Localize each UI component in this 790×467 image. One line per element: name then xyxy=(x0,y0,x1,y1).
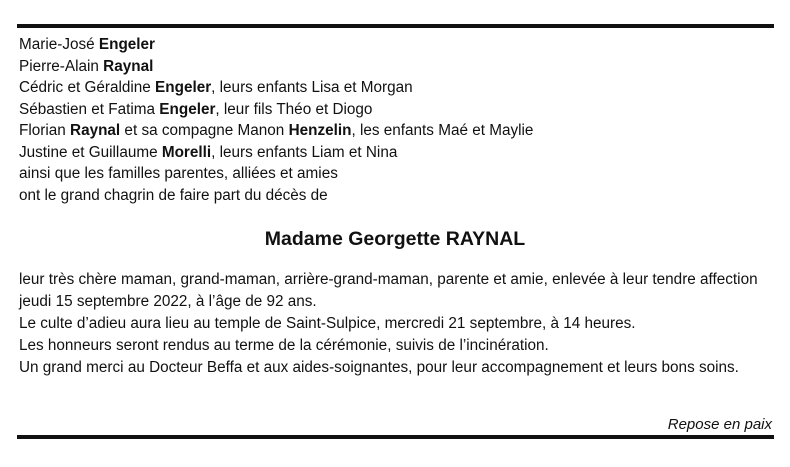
family-text: , leurs enfants Liam et Nina xyxy=(211,143,398,161)
family-line xyxy=(19,99,759,121)
family-surname: Engeler xyxy=(155,79,212,96)
family-line xyxy=(19,120,759,142)
closing-phrase: Repose en paix xyxy=(667,416,772,433)
family-text: Florian xyxy=(19,122,71,139)
family-surname: Raynal xyxy=(103,57,154,75)
family-text: ainsi que les familles parentes, alliées et amies xyxy=(19,165,338,182)
family-surname: Engeler xyxy=(98,36,156,53)
body-paragraph: Un grand merci au Docteur Beffa et aux aides-soignantes, pour leur accompagnement et leurs bons soins. xyxy=(19,359,739,376)
family-text: Marie-José xyxy=(19,36,99,53)
bottom-rule xyxy=(17,435,774,439)
family-list xyxy=(19,34,759,206)
body-paragraph: Les honneurs seront rendus au terme de la cérémonie, suivis de l’incinération. xyxy=(19,337,549,354)
family-surname: Engeler xyxy=(159,100,216,118)
family-text: Sébastien et Fatima xyxy=(19,100,160,118)
family-text: , leurs enfants Lisa et Morgan xyxy=(211,79,413,96)
family-line xyxy=(19,142,759,164)
family-text: , leur fils Théo et Diogo xyxy=(215,100,373,118)
body-paragraph: leur très chère maman, grand-maman, arrière-grand-maman, parente et amie, enlevée à leur tendre affection jeudi 15 septembre 2022, à l’âge de 92 ans. xyxy=(19,271,758,310)
family-text: Cédric et Géraldine xyxy=(19,79,156,96)
family-line xyxy=(19,34,759,56)
deceased-name: Madame Georgette RAYNAL xyxy=(264,228,526,250)
body-paragraph: Le culte d’adieu aura lieu au temple de Saint-Sulpice, mercredi 21 septembre, à 14 heures. xyxy=(19,315,636,332)
family-surname: Morelli xyxy=(161,143,212,161)
family-line xyxy=(19,163,759,185)
family-text: , les enfants Maé et Maylie xyxy=(351,122,534,139)
family-text: ont le grand chagrin de faire part du décès de xyxy=(19,186,328,204)
family-text: Justine et Guillaume xyxy=(19,143,162,161)
family-line xyxy=(19,56,759,78)
family-text: et sa compagne Manon xyxy=(120,122,289,139)
family-line xyxy=(19,185,759,207)
family-line xyxy=(19,77,759,99)
family-surname: Henzelin xyxy=(288,122,352,139)
family-surname: Raynal xyxy=(70,122,121,139)
top-rule xyxy=(17,24,774,28)
family-text: Pierre-Alain xyxy=(19,57,104,75)
announcement-body xyxy=(19,269,771,379)
